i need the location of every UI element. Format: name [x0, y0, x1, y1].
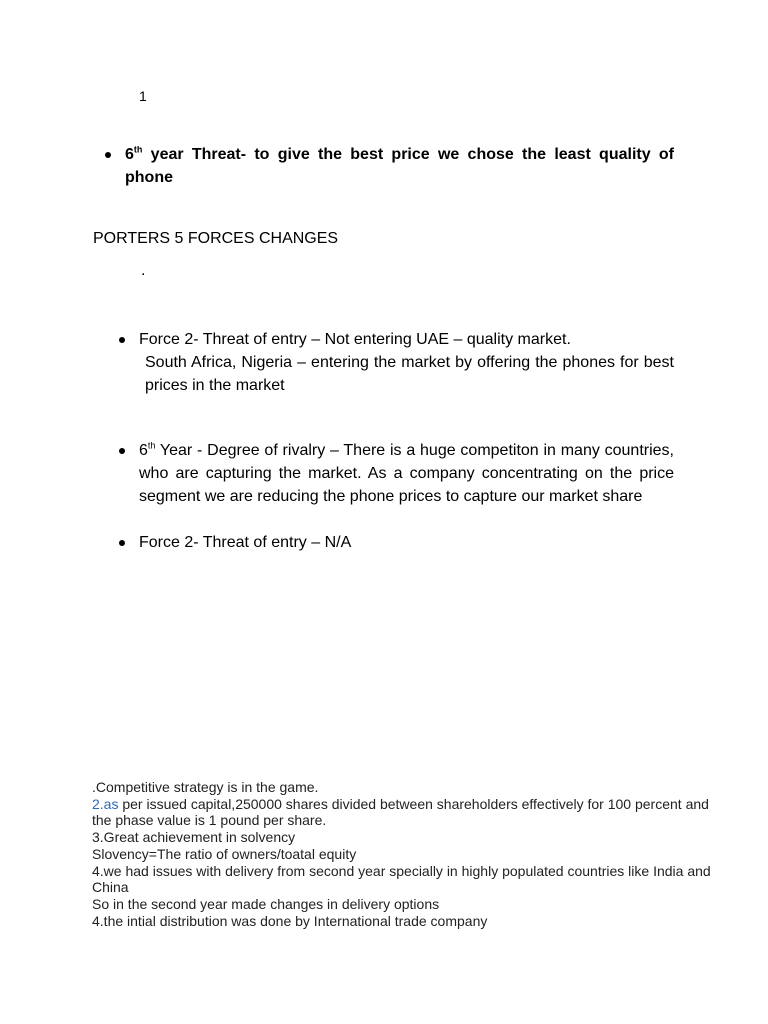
bullet-text: year Threat- to give the best price we chose the least quality of phone [125, 146, 674, 186]
bullet-dot-icon [119, 540, 125, 546]
note-line: 3.Great achievement in solvency [92, 829, 296, 846]
note-text: per issued capital,250000 shares divided between shareholders effectively for 100 percent and the phase value is 1 pound per share. [92, 795, 709, 829]
bullet-superscript: th [133, 144, 143, 155]
bullet-dot-icon [119, 337, 125, 343]
section-heading: PORTERS 5 FORCES CHANGES [93, 230, 339, 247]
period-line: . [141, 262, 146, 279]
note-line [92, 796, 712, 829]
bullet-line-1: Force 2- Threat of entry – Not entering UAE – quality market. [139, 331, 571, 348]
bullet-sup-prefix: 6 [125, 146, 134, 163]
bullet-sixth-year-threat [125, 143, 674, 189]
bullet-degree-of-rivalry [139, 439, 674, 508]
bullet-dot-icon [105, 152, 111, 158]
bullet-line-2: South Africa, Nigeria – entering the market by offering the phones for best prices in the market [145, 354, 674, 394]
bullet-dot-icon [119, 448, 125, 454]
note-link[interactable]: 2.as [92, 795, 119, 812]
bullet-force-2-uae [139, 328, 674, 397]
note-line: 4.the intial distribution was done by International trade company [92, 912, 488, 929]
note-line: So in the second year made changes in delivery options [92, 895, 440, 912]
bullet-sup-prefix: 6 [139, 442, 148, 459]
notes-section [92, 779, 712, 929]
bullet-force-2-na [139, 531, 674, 554]
note-line: 4.we had issues with delivery from second year specially in highly populated countries like India and China [92, 862, 711, 896]
bullet-text: Year - Degree of rivalry – There is a huge competiton in many countries, who are capturing the market. As a company concentrating on the price segment we are reducing the phone prices to capture our market share [139, 442, 674, 505]
bullet-superscript: th [147, 440, 156, 451]
note-line: .Competitive strategy is in the game. [92, 779, 319, 795]
note-line: Slovency=The ratio of owners/toatal equity [92, 845, 357, 862]
page-number: 1 [139, 88, 147, 104]
bullet-text: Force 2- Threat of entry – N/A [139, 534, 352, 551]
